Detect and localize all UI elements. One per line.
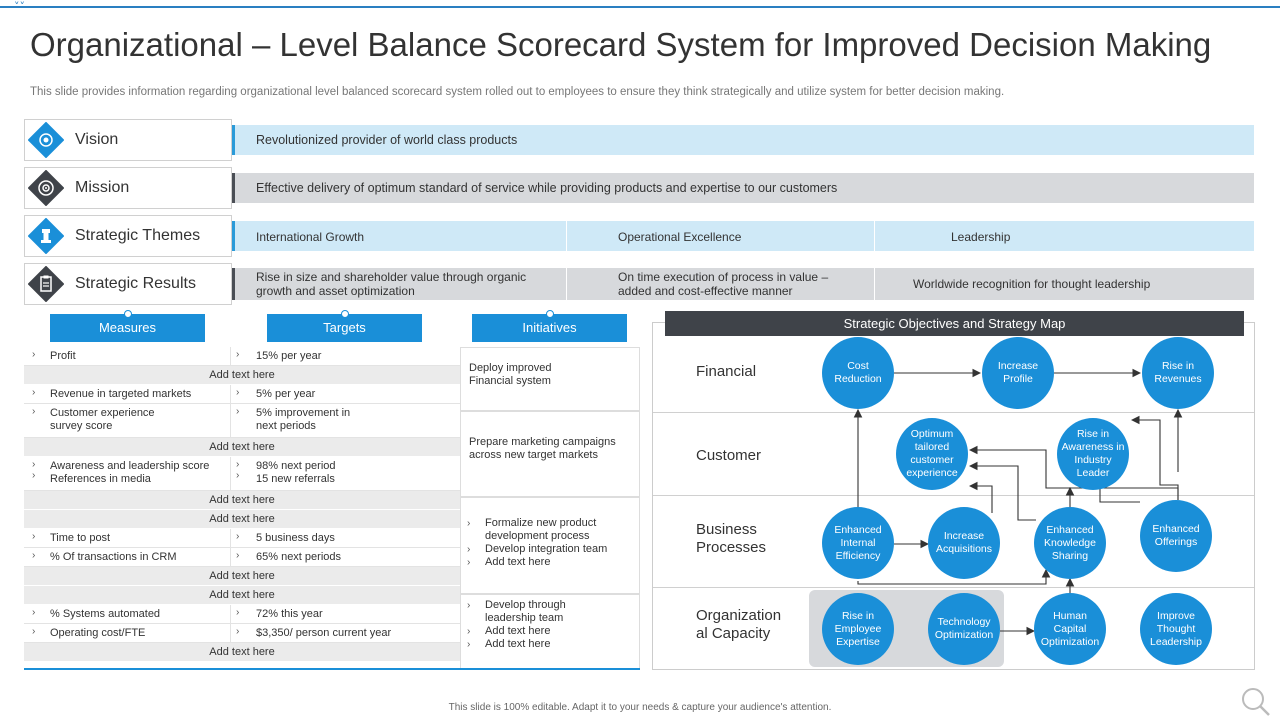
row-name-line: al Capacity xyxy=(696,625,771,642)
row-name-line: Processes xyxy=(696,539,767,556)
page-subtitle: This slide provides information regarding organizational level balanced scorecard system rolled out to employees to ensure they think strategically and utilize system for better decision making. xyxy=(30,86,1005,98)
node-enhanced-offerings: Enhanced Offerings xyxy=(1140,500,1212,572)
chevron-right-icon: › xyxy=(32,406,36,417)
theme-operational-excellence: Operational Excellence xyxy=(618,230,742,244)
initiative-line: leadership team xyxy=(485,612,564,624)
result-1-line-2: growth and asset optimization xyxy=(256,284,415,298)
map-row-financial: Financial xyxy=(696,363,757,380)
node-increase-acquisitions: Increase Acquisitions xyxy=(928,507,1000,579)
initiative-line: development process xyxy=(485,530,590,542)
chevron-right-icon: › › xyxy=(32,459,36,481)
target-line: 98% next period xyxy=(256,460,336,472)
row-name-line: Organization xyxy=(696,607,782,624)
chevron-right-icon: › xyxy=(32,349,36,360)
target-line: 15 new referrals xyxy=(256,473,335,485)
add-text-row[interactable]: Add text here xyxy=(24,643,460,662)
result-1-line-1: Rise in size and shareholder value through organic xyxy=(256,270,527,284)
measure-line: survey score xyxy=(50,420,113,432)
result-2-line-1: On time execution of process in value – xyxy=(618,270,829,284)
initiative-line: Financial system xyxy=(469,375,551,387)
chevron-right-icon: › xyxy=(467,557,471,568)
initiative-line: across new target markets xyxy=(469,449,598,461)
initiative-line[interactable]: Add text here xyxy=(485,638,551,650)
targets-header-label: Targets xyxy=(323,320,366,335)
target-cell: 15% per year xyxy=(256,350,322,362)
target-line: 5% improvement in xyxy=(256,407,351,419)
node-rise-in-employee-expertise: Rise in Employee Expertise xyxy=(822,593,894,665)
measure-line: Awareness and leadership score xyxy=(50,460,210,472)
add-text-row[interactable]: Add text here xyxy=(24,491,460,510)
result-2-line-2: added and cost-effective manner xyxy=(618,284,793,298)
mission-label: Mission xyxy=(75,179,130,196)
node-technology-optimization: Technology Optimization xyxy=(928,593,1000,665)
theme-international-growth: International Growth xyxy=(256,230,365,244)
chevron-right-icon: › xyxy=(467,639,471,650)
measure-cell: Time to post xyxy=(50,532,111,544)
chevron-right-icon: › xyxy=(32,626,36,637)
node-enhanced-internal-efficiency: Enhanced Internal Efficiency xyxy=(822,507,894,579)
node-enhanced-knowledge-sharing: Enhanced Knowledge Sharing xyxy=(1034,507,1106,579)
target-cell: 65% next periods xyxy=(256,551,341,563)
chevron-right-icon: › xyxy=(236,531,240,542)
add-text-row[interactable]: Add text here xyxy=(24,366,460,385)
measure-line: References in media xyxy=(50,473,151,485)
page-title: Organizational – Level Balance Scorecard System for Improved Decision Making xyxy=(30,26,1212,63)
add-text-row[interactable]: Add text here xyxy=(24,438,460,457)
chevron-right-icon: › xyxy=(32,531,36,542)
measure-cell: % Systems automated xyxy=(50,608,161,620)
initiative-line: Prepare marketing campaigns xyxy=(469,436,616,448)
map-row-customer: Customer xyxy=(696,447,762,464)
initiative-line: Formalize new product xyxy=(485,517,597,529)
chevron-right-icon: › xyxy=(467,600,471,611)
footer-note: This slide is 100% editable. Adapt it to your needs & capture your audience's attention. xyxy=(448,702,832,713)
vision-label: Vision xyxy=(75,131,119,148)
chevron-right-icon: › xyxy=(32,387,36,398)
initiative-line[interactable]: Add text here xyxy=(485,625,551,637)
measure-cell: % Of transactions in CRM xyxy=(50,551,177,563)
node-optimum-tailored-experience: Optimum tailored customer experience xyxy=(896,418,968,490)
chevron-right-icon: › xyxy=(236,349,240,360)
search-icon[interactable] xyxy=(1240,686,1272,718)
measure-cell: Operating cost/FTE xyxy=(50,627,146,639)
node-rise-in-awareness: Rise in Awareness in Industry Leader xyxy=(1057,418,1129,490)
strategy-map-title: Strategic Objectives and Strategy Map xyxy=(665,311,1244,336)
theme-leadership: Leadership xyxy=(951,230,1011,244)
initiative-line: Develop integration team xyxy=(485,543,608,555)
target-line: next periods xyxy=(256,420,316,432)
chevron-right-icon: › › xyxy=(236,459,240,481)
chevron-right-icon: › xyxy=(467,518,471,529)
chevron-right-icon: › xyxy=(236,550,240,561)
vision-text: Revolutionized provider of world class products xyxy=(256,133,518,147)
chevron-right-icon: › xyxy=(467,626,471,637)
add-text-row[interactable]: Add text here xyxy=(24,567,460,586)
initiative-line[interactable]: Add text here xyxy=(485,556,551,568)
initiative-line: Deploy improved xyxy=(469,362,552,374)
top-corner-mark: ˅˅ xyxy=(14,0,25,13)
chevron-right-icon: › xyxy=(467,544,471,555)
measure-line: Customer experience xyxy=(50,407,155,419)
target-cell: 5% per year xyxy=(256,388,316,400)
initiative-line: Develop through xyxy=(485,599,566,611)
target-cell: 72% this year xyxy=(256,608,323,620)
node-increase-profile: Increase Profile xyxy=(982,337,1054,409)
chevron-right-icon: › xyxy=(236,387,240,398)
measure-cell: Profit xyxy=(50,350,76,362)
row-name-line: Business xyxy=(696,521,757,538)
mission-text: Effective delivery of optimum standard of service while providing products and expertise to our customers xyxy=(256,181,838,195)
node-rise-in-revenues: Rise in Revenues xyxy=(1142,337,1214,409)
target-cell: $3,350/ person current year xyxy=(256,627,392,639)
measures-header-label: Measures xyxy=(98,320,157,335)
chevron-right-icon: › xyxy=(236,626,240,637)
chevron-right-icon: › xyxy=(32,607,36,618)
measure-cell: Revenue in targeted markets xyxy=(50,388,192,400)
initiatives-header-label: Initiatives xyxy=(522,320,577,335)
chevron-right-icon: › xyxy=(236,406,240,417)
node-improve-thought-leadership: Improve Thought Leadership xyxy=(1140,593,1212,665)
add-text-row[interactable]: Add text here xyxy=(24,510,460,529)
chevron-right-icon: › xyxy=(32,550,36,561)
themes-label: Strategic Themes xyxy=(75,227,201,244)
result-3: Worldwide recognition for thought leadership xyxy=(913,277,1151,291)
target-cell: 5 business days xyxy=(256,532,335,544)
add-text-row[interactable]: Add text here xyxy=(24,586,460,605)
node-human-capital-optimization: Human Capital Optimization xyxy=(1034,593,1106,665)
chevron-right-icon: › xyxy=(236,607,240,618)
results-label: Strategic Results xyxy=(75,275,196,292)
node-cost-reduction: Cost Reduction xyxy=(822,337,894,409)
